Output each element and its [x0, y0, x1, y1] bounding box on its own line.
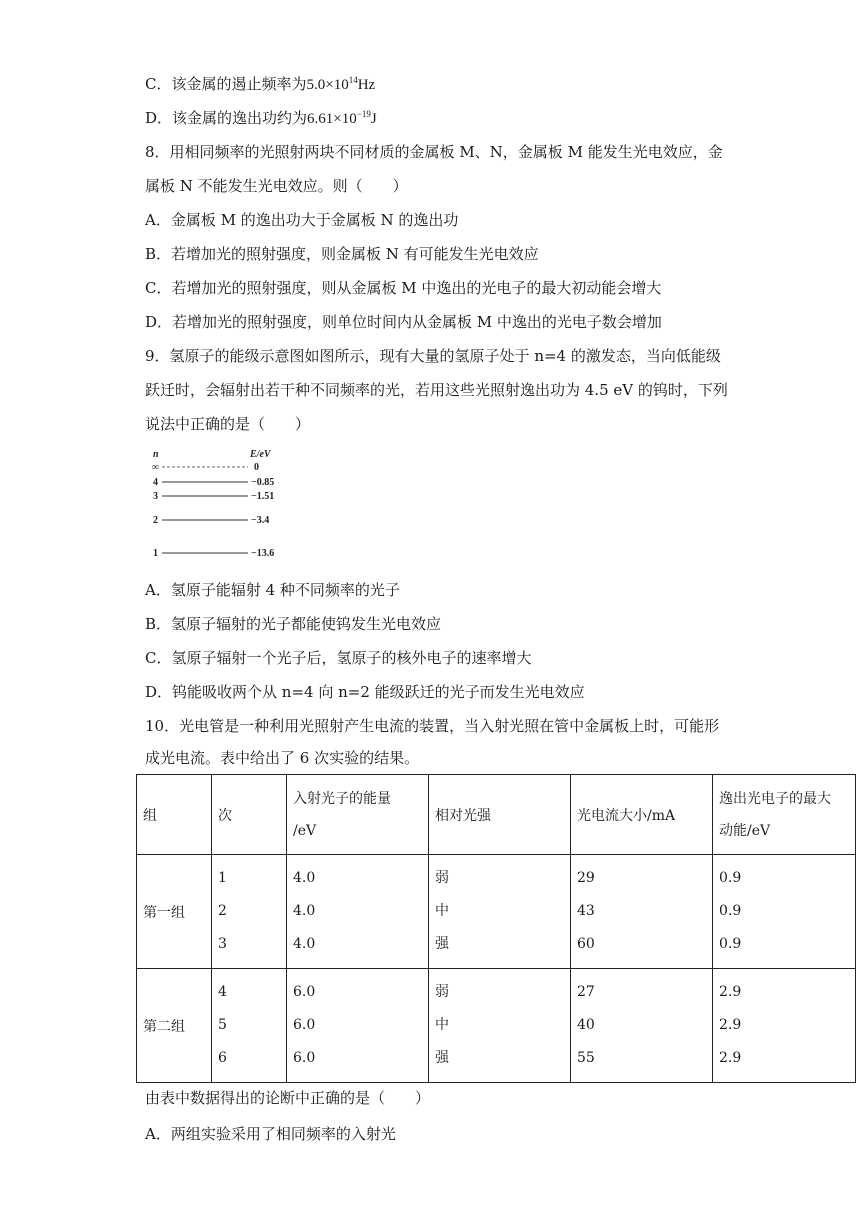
q7-option-c-text: C．该金属的遏止频率为	[145, 75, 307, 93]
table-row	[137, 969, 856, 1083]
level-e-2: −3.4	[251, 515, 270, 526]
q8-option-b: B．若增加光的照射强度，则金属板 N 有可能发生光电效应	[145, 245, 539, 263]
energy-cell: 4.0 4.0 4.0	[287, 855, 429, 969]
level-n-4: 4	[153, 477, 158, 488]
q8-stem-line-2: 属板 N 不能发生光电效应。则（ ）	[145, 177, 408, 195]
trial-cell: 1 2 3	[212, 855, 287, 969]
q9-option-a: A．氢原子能辐射 4 种不同频率的光子	[145, 581, 400, 599]
intensity-cell: 弱 中 强	[429, 855, 571, 969]
header-current: 光电流大小/mA	[571, 775, 713, 855]
level-e-1: −13.6	[251, 548, 275, 559]
q7-option-d-exponent: −19	[356, 109, 371, 119]
current-cell: 27 40 55	[571, 969, 713, 1083]
energy-axis-label: E/eV	[250, 449, 271, 460]
trial-cell: 4 5 6	[212, 969, 287, 1083]
table-row	[137, 855, 856, 969]
header-max-ke: 逸出光电子的最大 动能/eV	[713, 775, 856, 855]
q10-stem-line-1: 10．光电管是一种利用光照射产生电流的装置，当入射光照在管中金属板上时，可能形	[145, 717, 720, 735]
q7-option-c-value: $5.0\times 10^{14}Hz$	[306, 75, 376, 93]
n-axis-label: n	[153, 449, 159, 460]
q8-option-d: D．若增加光的照射强度，则单位时间内从金属板 M 中逸出的光电子数会增加	[145, 313, 662, 331]
group-name: 第一组	[137, 855, 212, 969]
q8-option-a: A．金属板 M 的逸出功大于金属板 N 的逸出功	[145, 211, 459, 229]
experiment-results-table	[136, 774, 856, 1083]
q9-stem-line-2: 跃迁时，会辐射出若干种不同频率的光，若用这些光照射逸出功为 4.5 eV 的钨时，下列	[145, 381, 728, 399]
q9-option-d: D．钨能吸收两个从 n=4 向 n=2 能级跃迁的光子而发生光电效应	[145, 683, 585, 701]
header-photon-energy: 入射光子的能量 /eV	[287, 775, 429, 855]
q7-option-d-text: D．该金属的逸出功约为	[145, 109, 308, 127]
q9-stem-line-3: 说法中正确的是（ ）	[145, 415, 311, 433]
ke-cell: 2.9 2.9 2.9	[713, 969, 856, 1083]
header-group: 组	[137, 775, 212, 855]
level-n-3: 3	[153, 491, 158, 502]
q7-option-d	[145, 108, 377, 129]
q9-option-b: B．氢原子辐射的光子都能使钨发生光电效应	[145, 615, 442, 633]
q10-stem-line-2: 成光电流。表中给出了 6 次实验的结果。	[145, 749, 420, 767]
q7-option-c-exponent: 14	[348, 75, 358, 85]
q8-option-c: C．若增加光的照射强度，则从金属板 M 中逸出的光电子的最大初动能会增大	[145, 279, 662, 297]
q7-option-c	[145, 74, 375, 95]
table-header-row	[137, 775, 856, 855]
level-e-3: −1.51	[251, 491, 275, 502]
header-intensity: 相对光强	[429, 775, 571, 855]
q9-stem-line-1: 9．氢原子的能级示意图如图所示，现有大量的氢原子处于 n=4 的激发态，当向低能级	[145, 347, 721, 365]
level-n-2: 2	[153, 515, 158, 526]
level-e-4: −0.85	[251, 477, 275, 488]
current-cell: 29 43 60	[571, 855, 713, 969]
level-n-inf: ∞	[152, 462, 160, 473]
level-n-1: 1	[153, 548, 158, 559]
q8-stem-line-1: 8．用相同频率的光照射两块不同材质的金属板 M、N，金属板 M 能发生光电效应，金	[145, 143, 723, 161]
q9-option-c: C．氢原子辐射一个光子后，氢原子的核外电子的速率增大	[145, 649, 532, 667]
group-name: 第二组	[137, 969, 212, 1083]
ke-cell: 0.9 0.9 0.9	[713, 855, 856, 969]
level-e-inf: 0	[254, 462, 259, 473]
energy-level-diagram	[150, 448, 290, 566]
header-trial: 次	[212, 775, 287, 855]
energy-cell: 6.0 6.0 6.0	[287, 969, 429, 1083]
intensity-cell: 弱 中 强	[429, 969, 571, 1083]
q10-after-table: 由表中数据得出的论断中正确的是（ ）	[145, 1089, 431, 1107]
q10-option-a: A．两组实验采用了相同频率的入射光	[145, 1125, 396, 1143]
q7-option-d-value: $6.61\times 10^{-19}J$	[307, 109, 377, 127]
